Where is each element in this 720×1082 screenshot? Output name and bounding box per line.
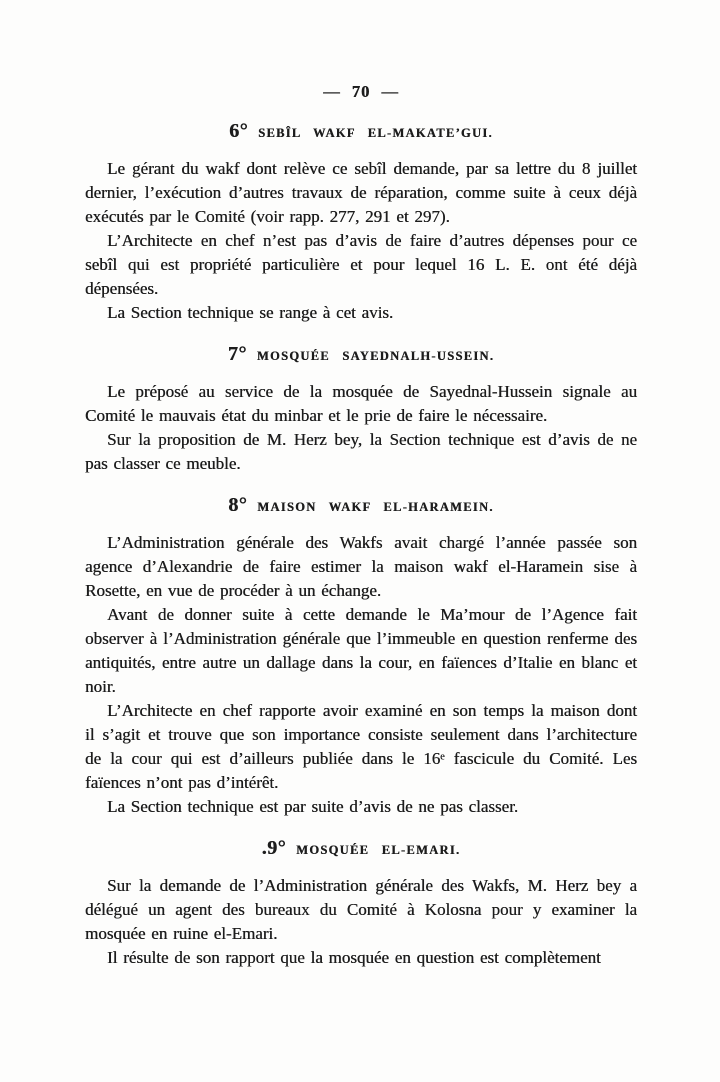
section-mosquee-el-emari bbox=[85, 836, 637, 970]
paragraph: Il résulte de son rapport que la mosquée en question est complètement bbox=[107, 948, 601, 967]
section-heading bbox=[85, 119, 637, 145]
section-title: MAISON WAKF EL-HARAMEIN. bbox=[257, 500, 494, 514]
section-title: MOSQUÉE EL-EMARI. bbox=[296, 843, 461, 857]
section-title: MOSQUÉE SAYEDNALH-USSEIN. bbox=[256, 349, 495, 363]
page-number: — 70 — bbox=[323, 82, 399, 101]
paragraph: La Section technique est par suite d’avis de ne pas classer. bbox=[107, 797, 519, 816]
section-number: 8° bbox=[228, 494, 248, 516]
paragraph: Avant de donner suite à cette demande le Ma’mour de l’Agence fait observer à l’Administration générale que l’immeuble en question renferme des antiquités, entre autre un dallage dans la cour, en faïences d’Italie en blanc et noir. bbox=[85, 605, 637, 696]
section-number: .9° bbox=[261, 837, 287, 859]
section-number: 7° bbox=[227, 343, 247, 365]
section-number: 6° bbox=[229, 120, 249, 142]
paragraph: Le préposé au service de la mosquée de Sayednal-Hussein signale au Comité le mauvais état du minbar et le prie de faire le nécessaire. bbox=[85, 382, 637, 425]
paragraph: La Section technique se range à cet avis. bbox=[107, 303, 394, 322]
section-sebil-wakf-el-makategui bbox=[85, 119, 637, 325]
section-heading bbox=[85, 342, 637, 368]
paragraph: Sur la demande de l’Administration générale des Wakfs, M. Herz bey a délégué un agent des bureaux du Comité à Kolosna pour y examiner la mosquée en ruine el-Emari. bbox=[85, 876, 637, 943]
paragraph: L’Architecte en chef rapporte avoir examiné en son temps la maison dont il s’agit et trouve que son importance consiste seulement dans l’architecture de la cour qui est d’ailleurs publiée dans le 16ᵉ fascicule du Comité. Les faïences n’ont pas d’intérêt. bbox=[85, 701, 637, 792]
paragraph: Sur la proposition de M. Herz bey, la Section technique est d’avis de ne pas classer ce meuble. bbox=[85, 430, 637, 473]
section-maison-wakf-el-haramein bbox=[85, 493, 637, 819]
section-title: SEBÎL WAKF EL-MAKATE’GUI. bbox=[258, 126, 493, 140]
section-heading bbox=[85, 493, 637, 519]
paragraph: L’Architecte en chef n’est pas d’avis de faire d’autres dépenses pour ce sebîl qui est propriété particulière et pour lequel 16 L. E. ont été déjà dépensées. bbox=[85, 231, 637, 298]
section-heading bbox=[85, 836, 637, 862]
paragraph: Le gérant du wakf dont relève ce sebîl demande, par sa lettre du 8 juillet dernier, l’exécution d’autres travaux de réparation, comme suite à ceux déjà exécutés par le Comité (voir rapp. 277, 291 et 297). bbox=[85, 159, 637, 226]
paragraph: L’Administration générale des Wakfs avait chargé l’année passée son agence d’Alexandrie de faire estimer la maison wakf el-Haramein sise à Rosette, en vue de procéder à un échange. bbox=[85, 533, 637, 600]
section-mosquee-sayednalh-ussein bbox=[85, 342, 637, 476]
